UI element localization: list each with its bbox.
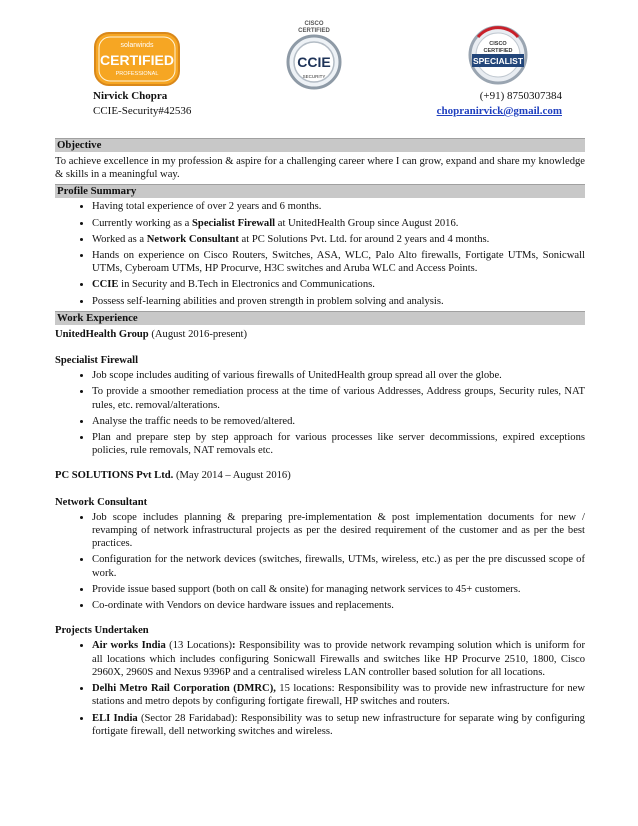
- list-item: • CCIE in Security and B.Tech in Electronics and Communications.: [92, 278, 585, 291]
- specialist-text: SPECIALIST: [472, 56, 524, 66]
- cisco-text: CISCO: [304, 21, 324, 27]
- job-role: Specialist Firewall: [55, 355, 139, 367]
- profile-summary-list: [55, 200, 585, 307]
- company-name: UnitedHealth Group: [55, 328, 149, 340]
- cisco-text: CISCO: [489, 41, 507, 47]
- section-heading-profile-summary: Profile Summary: [55, 184, 585, 198]
- list-item: • Possess self-learning abilities and proven strength in problem solving and analysis.: [92, 295, 585, 308]
- list-item: • Co-ordinate with Vendors on device hardware issues and replacements.: [92, 599, 585, 612]
- list-item: • Air works India (13 Locations): Responsibility was to provide network revamping solution which is uniform for all locations which includes configuring Sonicwall Firewalls and switches like HP Procurve 2510, 1800, Cisco 2960X, 2960S and Nexus 9396P and a centralised wireless LAN controller based solution for all locations.: [92, 639, 585, 679]
- ccie-security-badge: [278, 17, 350, 92]
- resume-content: [55, 138, 585, 741]
- cisco-specialist-badge: [460, 17, 536, 89]
- ccie-number: CCIE-Security#42536: [93, 105, 192, 117]
- job-role: Network Consultant: [55, 496, 148, 508]
- list-item: • Provide issue based support (both on call & onsite) for managing network services to 45+ customers.: [92, 583, 585, 596]
- certified-text: CERTIFIED: [100, 52, 174, 68]
- list-item: • To provide a smoother remediation process at the time of various Addresses, Address groups, Security rules, NAT rules, etc. removal/alterations.: [92, 385, 585, 411]
- security-text: SECURITY: [302, 74, 326, 79]
- list-item: • Having total experience of over 2 years and 6 months.: [92, 200, 585, 213]
- certified-text: CERTIFIED: [298, 28, 330, 34]
- list-item: • Configuration for the network devices (switches, firewalls, UTMs, wireless, etc.) as per the pre discussed scope of work.: [92, 553, 585, 579]
- list-item: • Job scope includes planning & preparing pre-implementation & post implementation documents for new / revamping of network infrastructural projects as per the desired requirement of the customer and as per the best practices.: [92, 511, 585, 551]
- candidate-name: Nirvick Chopra: [93, 90, 168, 102]
- phone-number: (+91) 8750307384: [479, 90, 562, 102]
- job-pcsolutions-list: [55, 511, 585, 612]
- list-item: • Job scope includes auditing of various firewalls of UnitedHealth group spread all over the globe.: [92, 369, 585, 382]
- certified-text: CERTIFIED: [483, 48, 513, 54]
- email-link[interactable]: chopranirvick@gmail.com: [436, 105, 562, 117]
- list-item: • Delhi Metro Rail Corporation (DMRC), 15 locations: Responsibility was to provide new infrastructure for new stations and metro depots by configuring fortigate firewall, HP switches and routers.: [92, 682, 585, 708]
- objective-text: To achieve excellence in my profession & aspire for a challenging career where I can grow, expand and share my knowledge & skills in a meaningful way.: [55, 156, 585, 181]
- job-unitedhealth-list: [55, 369, 585, 457]
- section-heading-work-experience: Work Experience: [55, 311, 585, 325]
- section-heading-objective: Objective: [55, 138, 585, 152]
- job-period: (August 2016-present): [148, 328, 247, 340]
- ccie-text: CCIE: [297, 54, 331, 70]
- list-item: • Hands on experience on Cisco Routers, Switches, ASA, WLC, Palo Alto firewalls, Fortigate UTMs, Sonicwall UTMs, Cyberoam UTMs, HP Procurve, H3C switches and Aruba WLC and Access Points.: [92, 249, 585, 275]
- contact-right: [437, 89, 562, 119]
- contact-left: [93, 89, 191, 119]
- job-period: (May 2014 – August 2016): [173, 470, 291, 482]
- solarwinds-certified-badge: [93, 31, 181, 87]
- job-pcsolutions-heading: [55, 469, 585, 482]
- professional-text: PROFESSIONAL: [115, 71, 159, 77]
- job-unitedhealth-heading: [55, 328, 585, 341]
- list-item: • Analyse the traffic needs to be removed/altered.: [92, 415, 585, 428]
- list-item: • Plan and prepare step by step approach for various processes like server decommissions, expired exceptions policies, rule removals, NAT removals etc.: [92, 431, 585, 457]
- list-item: • Worked as a Network Consultant at PC Solutions Pvt. Ltd. for around 2 years and 4 months.: [92, 233, 585, 246]
- projects-heading: Projects Undertaken: [55, 625, 149, 637]
- projects-list: [55, 639, 585, 737]
- company-name: PC SOLUTIONS Pvt Ltd.: [55, 470, 174, 482]
- list-item: • ELI India (Sector 28 Faridabad): Responsibility was to setup new infrastructure for separate wing by configuring fortigate firewall, dell networking switches and wireless.: [92, 712, 585, 738]
- list-item: • Currently working as a Specialist Firewall at UnitedHealth Group since August 2016.: [92, 217, 585, 230]
- solarwinds-brand-text: solarwinds: [120, 42, 154, 49]
